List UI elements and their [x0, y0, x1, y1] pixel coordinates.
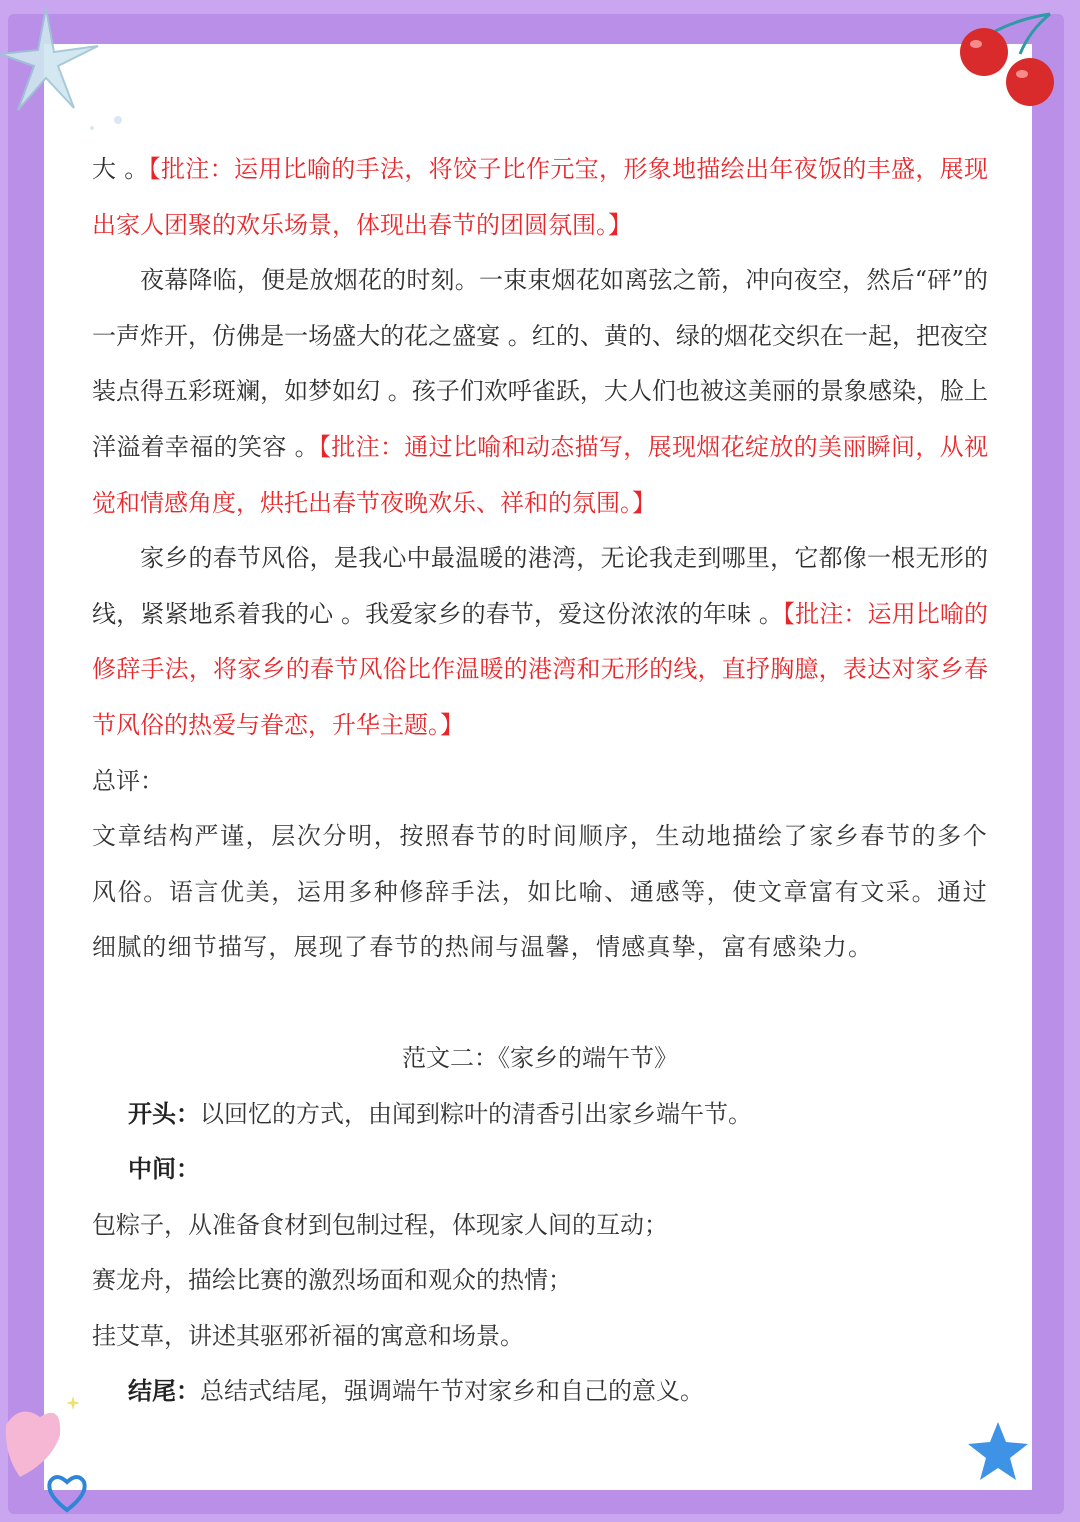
- middle-item: 挂艾草，讲述其驱邪祈福的寓意和场景。: [92, 1321, 524, 1350]
- outline-middle: [92, 1142, 988, 1198]
- paragraph-text: 家乡的春节风俗，是我心中最温暖的港湾，无论我走到哪里，它都像一根无形的线，紧紧地系着我的心 。我爱家乡的春节，爱这份浓浓的年味 。: [92, 544, 988, 628]
- heart-outline-icon: [44, 1470, 90, 1514]
- paragraph-dumplings-end: [92, 142, 988, 253]
- section-spacer: [92, 976, 988, 1031]
- cherries-icon: [950, 10, 1065, 110]
- sparkle-icon: [66, 1396, 80, 1410]
- middle-item: 包粽子，从准备食材到包制过程，体现家人间的互动；: [92, 1210, 668, 1239]
- opening-label: 开头：: [128, 1099, 200, 1128]
- document-content: [92, 142, 988, 1420]
- outline-ending: [92, 1364, 988, 1420]
- article2-title: 范文二：《家乡的端午节》: [402, 1043, 678, 1072]
- paragraph-conclusion: [92, 531, 988, 753]
- opening-text: 以回忆的方式，由闻到粽叶的清香引出家乡端午节。: [200, 1099, 752, 1128]
- middle-item: 赛龙舟，描绘比赛的激烈场面和观众的热情；: [92, 1266, 572, 1295]
- crystal-star-icon: [0, 0, 130, 150]
- review-text: 文章结构严谨，层次分明，按照春节的时间顺序，生动地描绘了家乡春节的多个风俗。语言优美，运用多种修辞手法，如比喻、通感等，使文章富有文采。通过细腻的细节描写，展现了春节的热闹与温馨，情感真挚，富有感染力。: [92, 822, 988, 962]
- annotation: 【批注：运用比喻的修辞手法，将家乡的春节风俗比作温暖的港湾和无形的线，直抒胸臆，表达对家乡春节风俗的热爱与眷恋，升华主题。】: [92, 599, 988, 739]
- ending-label: 结尾：: [128, 1377, 200, 1406]
- middle-label: 中间：: [128, 1155, 200, 1184]
- review-label: 总评：: [92, 766, 164, 795]
- annotation: 【批注：通过比喻和动态描写，展现烟花绽放的美丽瞬间，从视觉和情感角度，烘托出春节夜晚欢乐、祥和的氛围。】: [92, 432, 988, 517]
- blue-star-icon: [968, 1420, 1030, 1484]
- paragraph-text: 夜幕降临，便是放烟花的时刻。一束束烟花如离弦之箭，冲向夜空，然后“砰”的一声炸开，仿佛是一场盛大的花之盛宴 。红的、黄的、绿的烟花交织在一起，把夜空装点得五彩斑斓，如梦如幻 。孩子们欢呼雀跃，大人们也被这美丽的景象感染，脸上洋溢着幸福的笑容 。: [92, 266, 988, 461]
- paragraph-fireworks: [92, 253, 988, 531]
- paragraph-text: 大 。: [92, 155, 149, 183]
- paper-sheet: [44, 44, 1032, 1490]
- outline-opening: [92, 1087, 988, 1143]
- annotation: 【批注：运用比喻的手法，将饺子比作元宝，形象地描绘出年夜饭的丰盛，展现出家人团聚的欢乐场景，体现出春节的团圆氛围。】: [92, 155, 988, 239]
- ending-text: 总结式结尾，强调端午节对家乡和自己的意义。: [200, 1377, 704, 1406]
